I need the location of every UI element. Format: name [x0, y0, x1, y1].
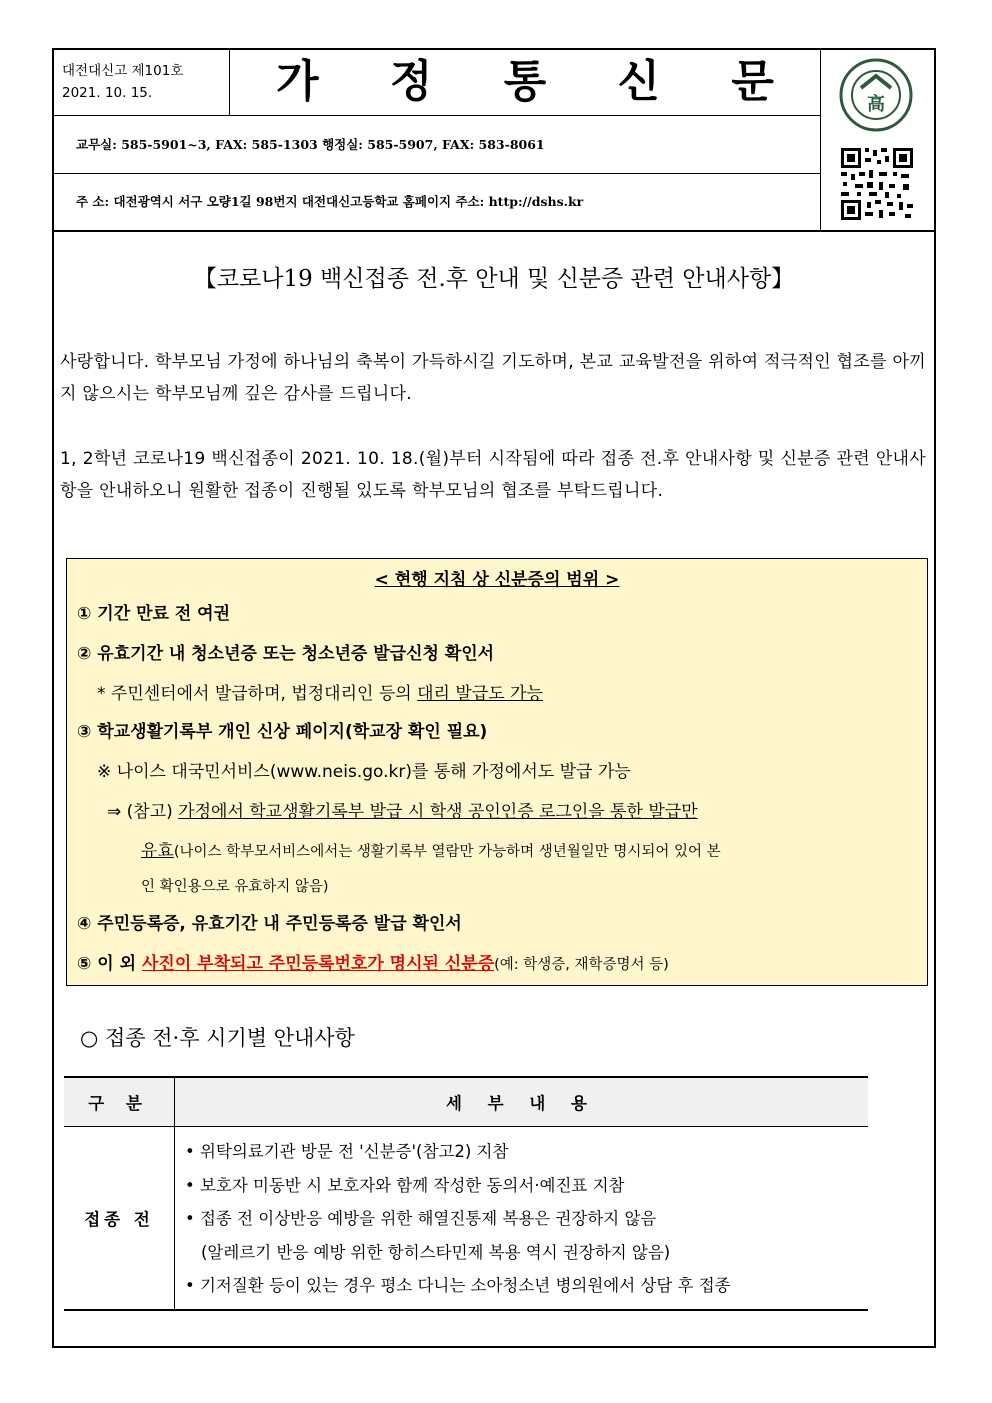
id-item-3-reference: ⇒ (참고) 가정에서 학교생활기록부 발급 시 학생 공인인증 로그인을 통한 발급만: [107, 802, 698, 822]
list-item: • 위탁의료기관 방문 전 '신분증'(참고2) 지참: [185, 1135, 868, 1169]
id-item-3-reference-cont: 유효(나이스 학부모서비스에서는 생활기록부 열람만 가능하며 생년월일만 명시되어 있어 본: [141, 841, 721, 861]
table-header-details: 세 부 내 용: [175, 1077, 869, 1127]
id-item-4: ④ 주민등록증, 유효기간 내 주민등록증 발급 확인서: [77, 914, 462, 934]
qr-code-icon: [839, 146, 915, 222]
list-item: • 접종 전 이상반응 예방을 위한 해열진통제 복용은 권장하지 않음: [185, 1202, 868, 1236]
row-label: 접종 전: [64, 1127, 175, 1310]
newsletter-title: 가 정 통 신 문: [230, 50, 820, 116]
greeting-paragraph: 사랑합니다. 학부모님 가정에 하나님의 축복이 가득하시길 기도하며, 본교 교육발전을 위하여 적극적인 협조를 아끼지 않으시는 학부모님께 깊은 감사를 드립니다.: [60, 352, 926, 404]
logo-box: [820, 50, 934, 232]
issue-date: 2021. 10. 15.: [62, 85, 153, 101]
id-box-title: < 현행 지침 상 신분증의 범위 >: [374, 570, 620, 590]
id-scope-box: [66, 558, 928, 986]
table-header-row: [64, 1077, 868, 1127]
list-item: • 보호자 미동반 시 보호자와 함께 작성한 동의서·예진표 지참: [185, 1169, 868, 1203]
notice-paragraph: 1, 2학년 코로나19 백신접종이 2021. 10. 18.(월)부터 시작됨에 따라 접종 전.후 안내사항 및 신분증 관련 안내사항을 안내하오니 원활한 접종이 진행될 있도록 학부모님의 협조를 부탁드립니다.: [60, 449, 926, 501]
letterhead: [54, 50, 934, 232]
table-row: [64, 1127, 868, 1310]
contact-info: 교무실: 585-5901~3, FAX: 585-1303 행정실: 585-5907, FAX: 583-8061: [54, 116, 820, 174]
id-item-2: ② 유효기간 내 청소년증 또는 청소년증 발급신청 확인서: [77, 644, 495, 664]
id-item-5: ⑤ 이 외 사진이 부착되고 주민등록번호가 명시된 신분증(예: 학생증, 재학증명서 등): [77, 954, 669, 974]
school-logo-icon: [839, 58, 913, 132]
list-item-note: (알레르기 반응 예방 위한 항히스타민제 복용 역시 권장하지 않음): [201, 1242, 671, 1262]
id-item-3-reference-end: 인 확인용으로 유효하지 않음): [141, 879, 329, 895]
id-item-1: ① 기간 만료 전 여권: [77, 604, 231, 624]
id-item-3-note: ※ 나이스 대국민서비스(www.neis.go.kr)를 통해 가정에서도 발급 가능: [97, 762, 631, 782]
list-item: • 기저질환 등이 있는 경우 평소 다니는 소아청소년 병의원에서 상담 후 접종: [185, 1269, 868, 1303]
issue-number: 대전대신고 제101호: [62, 63, 184, 79]
issue-box: [54, 50, 230, 116]
row-details: [175, 1127, 869, 1310]
table-header-category: 구 분: [64, 1077, 175, 1127]
logo-text: 高: [867, 94, 885, 115]
section-title: ○ 접종 전·후 시기별 안내사항: [80, 1026, 355, 1050]
document-frame: [52, 48, 936, 1348]
id-item-3: ③ 학교생활기록부 개인 신상 페이지(학교장 확인 필요): [77, 722, 488, 742]
address-info: 주 소: 대전광역시 서구 오량1길 98번지 대전대신고등학교 홈페이지 주소: http://dshs.kr: [76, 194, 584, 209]
document-title: 【코로나19 백신접종 전.후 안내 및 신분증 관련 안내사항】: [193, 266, 795, 292]
schedule-table: [64, 1076, 868, 1311]
id-item-2-note: * 주민센터에서 발급하며, 법정대리인 등의 대리 발급도 가능: [97, 684, 543, 704]
